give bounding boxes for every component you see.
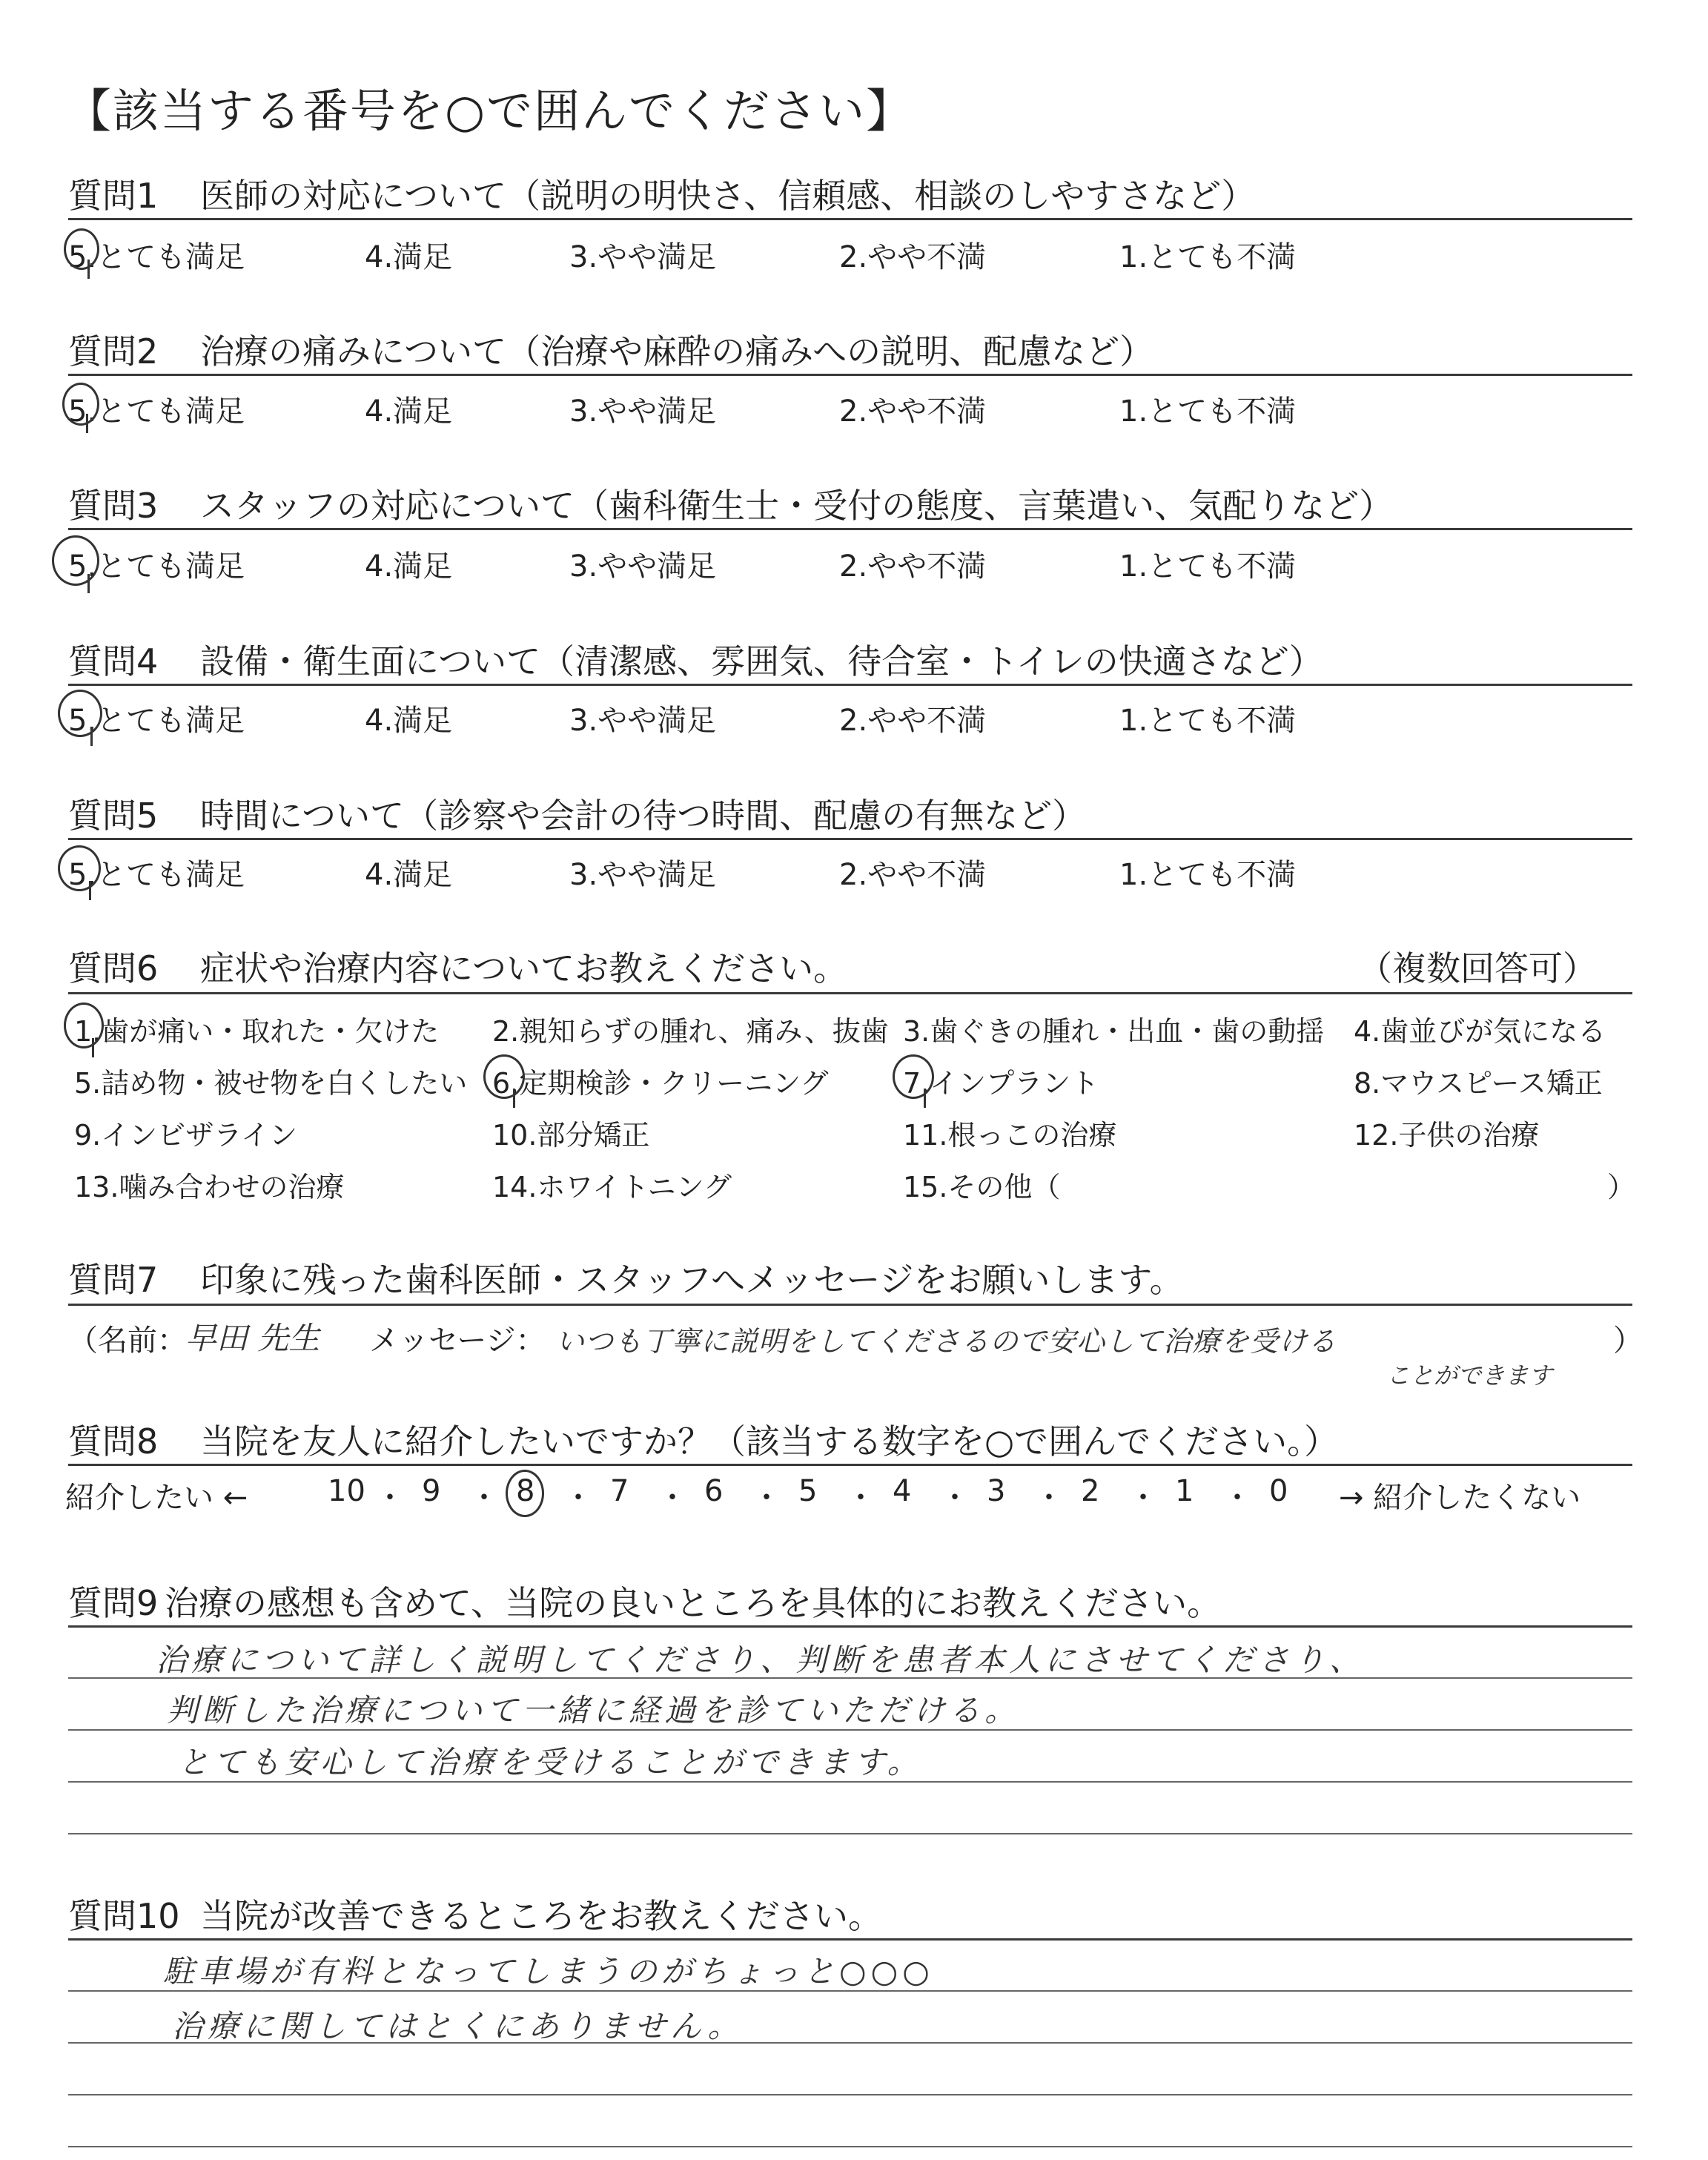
rating-option-4[interactable]: 4.満足 (365, 240, 453, 274)
answer-line[interactable]: 判断した治療について一緒に経過を診ていただける。 (167, 1692, 1021, 1728)
scale-separator: ・ (1222, 1481, 1252, 1515)
answer-rule (68, 2094, 1632, 2095)
question-text: 治療の痛みについて（治療や麻酔の痛みへの説明、配慮など） (200, 331, 1154, 371)
rating-option-4[interactable]: 4.満足 (365, 704, 453, 738)
symptom-option-10[interactable]: 10.部分矯正 (492, 1119, 650, 1152)
divider (68, 1625, 1632, 1628)
rating-option-3[interactable]: 3.やや満足 (569, 858, 717, 892)
question-label: 質問8 (68, 1421, 159, 1462)
answer-rule (68, 1833, 1632, 1834)
answer-line[interactable]: 治療について詳しく説明してくださり、判断を患者本人にさせてくださり、 (156, 1642, 1366, 1678)
divider (68, 1304, 1632, 1306)
answer-line[interactable]: 駐車場が有料となってしまうのがちょっと○○○ (163, 1953, 934, 1989)
symptom-option-4[interactable]: 4.歯並びが気になる (1354, 1015, 1606, 1048)
not-recommend-label: → 紹介したくない (1339, 1481, 1581, 1515)
question-label: 質問6 (68, 948, 159, 988)
scale-separator: ・ (1128, 1481, 1158, 1515)
selection-circle (58, 845, 101, 891)
question-text: 時間について（診察や会計の待つ時間、配慮の有無など） (200, 796, 1087, 836)
question-label: 質問7 (68, 1260, 159, 1300)
name-value[interactable]: 早田 先生 (185, 1320, 320, 1356)
symptom-option-1[interactable]: 1.歯が痛い・取れた・欠けた (74, 1015, 440, 1048)
divider (68, 684, 1632, 686)
rating-option-1[interactable]: 1.とても不満 (1119, 240, 1297, 274)
selection-tick (86, 414, 88, 433)
symptom-option-8[interactable]: 8.マウスピース矯正 (1354, 1067, 1603, 1100)
question-text: 当院が改善できるところをお教えください。 (200, 1896, 882, 1936)
selection-tick (87, 260, 90, 279)
scale-separator: ・ (1034, 1481, 1064, 1515)
recommend-label: 紹介したい ← (65, 1481, 248, 1515)
scale-value-7[interactable]: 7 (610, 1474, 629, 1508)
question-label: 質問2 (68, 331, 159, 371)
selection-tick (90, 727, 93, 746)
selection-circle (62, 383, 99, 426)
rating-option-1[interactable]: 1.とても不満 (1119, 704, 1297, 738)
scale-value-2[interactable]: 2 (1081, 1474, 1100, 1508)
answer-line[interactable]: とても安心して治療を受けることができます。 (178, 1744, 923, 1780)
rating-option-3[interactable]: 3.やや満足 (569, 240, 717, 274)
rating-option-4[interactable]: 4.満足 (365, 394, 453, 429)
selection-tick (513, 1089, 515, 1108)
symptom-option-6[interactable]: 6.定期検診・クリーニング (492, 1067, 829, 1100)
rating-option-5[interactable]: 5.とても満足 (68, 240, 245, 274)
scale-separator: ・ (469, 1481, 499, 1515)
message-prefix: メッセージ： (369, 1324, 546, 1358)
selection-tick (924, 1089, 926, 1108)
message-close-paren: ） (1613, 1324, 1643, 1358)
question-label: 質問3 (68, 486, 159, 526)
rating-option-2[interactable]: 2.やや不満 (839, 549, 987, 584)
rating-option-1[interactable]: 1.とても不満 (1119, 394, 1297, 429)
answer-rule (68, 2146, 1632, 2147)
scale-value-0[interactable]: 0 (1269, 1474, 1288, 1508)
divider (68, 528, 1632, 530)
scale-value-10[interactable]: 10 (328, 1474, 365, 1508)
selection-circle (52, 535, 99, 586)
question-text: 症状や治療内容についてお教えください。 (200, 948, 848, 988)
multiple-answers-note: （複数回答可） (1358, 948, 1597, 988)
rating-option-4[interactable]: 4.満足 (365, 858, 453, 892)
rating-option-1[interactable]: 1.とても不満 (1119, 549, 1297, 584)
divider (68, 992, 1632, 994)
page-title: 【該当する番号を○で囲んでください】 (65, 84, 914, 138)
divider (68, 218, 1632, 220)
divider (68, 1464, 1632, 1466)
rating-option-3[interactable]: 3.やや満足 (569, 704, 717, 738)
question-text: スタッフの対応について（歯科衛生士・受付の態度、言葉遣い、気配りなど） (200, 486, 1394, 526)
symptom-option-15[interactable]: 15.その他（ (903, 1171, 1061, 1203)
question-label: 質問1 (68, 176, 159, 216)
name-prefix: （名前： (68, 1324, 187, 1358)
rating-option-4[interactable]: 4.満足 (365, 549, 453, 584)
selection-circle (506, 1470, 544, 1517)
symptom-option-13[interactable]: 13.噛み合わせの治療 (74, 1171, 345, 1203)
message-value[interactable]: いつも丁寧に説明をしてくださるので安心して治療を受ける (556, 1325, 1337, 1358)
divider (68, 1938, 1632, 1941)
scale-value-4[interactable]: 4 (893, 1474, 912, 1508)
scale-separator: ・ (752, 1481, 781, 1515)
scale-value-5[interactable]: 5 (798, 1474, 818, 1508)
rating-option-3[interactable]: 3.やや満足 (569, 549, 717, 584)
divider (68, 374, 1632, 376)
selection-tick (87, 574, 90, 593)
answer-line[interactable]: 治療に関してはとくにありません。 (172, 2008, 744, 2044)
scale-separator: ・ (563, 1481, 593, 1515)
other-close-paren: ） (1607, 1171, 1636, 1203)
question-text: 印象に残った歯科医師・スタッフへメッセージをお願いします。 (200, 1260, 1184, 1300)
selection-circle (58, 690, 102, 737)
rating-option-5[interactable]: 5.とても満足 (68, 858, 245, 892)
symptom-option-7[interactable]: 7.インプラント (903, 1067, 1099, 1100)
scale-separator: ・ (375, 1481, 405, 1515)
symptom-option-5[interactable]: 5.詰め物・被せ物を白くしたい (74, 1067, 468, 1100)
scale-value-1[interactable]: 1 (1175, 1474, 1194, 1508)
question-label: 質問9 (68, 1583, 159, 1623)
symptom-option-2[interactable]: 2.親知らずの腫れ、痛み、抜歯 (492, 1015, 889, 1048)
rating-option-5[interactable]: 5.とても満足 (68, 549, 245, 584)
divider (68, 838, 1632, 840)
symptom-option-9[interactable]: 9.インビザライン (74, 1119, 298, 1152)
rating-option-2[interactable]: 2.やや不満 (839, 394, 987, 429)
selection-circle (483, 1054, 525, 1099)
rating-option-1[interactable]: 1.とても不満 (1119, 858, 1297, 892)
selection-tick (92, 1038, 94, 1057)
selection-circle (64, 1003, 104, 1048)
rating-option-2[interactable]: 2.やや不満 (839, 240, 987, 274)
question-label: 質問10 (68, 1896, 180, 1936)
rating-option-2[interactable]: 2.やや不満 (839, 704, 987, 738)
scale-value-3[interactable]: 3 (987, 1474, 1006, 1508)
symptom-option-12[interactable]: 12.子供の治療 (1354, 1119, 1540, 1152)
selection-tick (89, 881, 91, 900)
question-text: 当院を友人に紹介したいですか？（該当する数字を○で囲んでください。） (200, 1421, 1339, 1462)
rating-option-5[interactable]: 5.とても満足 (68, 704, 245, 738)
question-text: 設備・衛生面について（清潔感、雰囲気、待合室・トイレの快適さなど） (200, 641, 1323, 681)
scale-separator: ・ (940, 1481, 970, 1515)
symptom-option-11[interactable]: 11.根っこの治療 (903, 1119, 1117, 1152)
rating-option-3[interactable]: 3.やや満足 (569, 394, 717, 429)
scale-separator: ・ (846, 1481, 875, 1515)
question-label: 質問5 (68, 796, 159, 836)
scale-value-9[interactable]: 9 (422, 1474, 441, 1508)
message-value-continued[interactable]: ことができます (1386, 1361, 1553, 1390)
question-label: 質問4 (68, 641, 159, 681)
symptom-option-3[interactable]: 3.歯ぐきの腫れ・出血・歯の動揺 (903, 1015, 1325, 1048)
scale-separator: ・ (658, 1481, 687, 1515)
rating-option-5[interactable]: 5.とても満足 (68, 394, 245, 429)
rating-option-2[interactable]: 2.やや不満 (839, 858, 987, 892)
selection-circle (64, 228, 99, 270)
scale-value-8[interactable]: 8 (516, 1474, 535, 1508)
symptom-option-14[interactable]: 14.ホワイトニング (492, 1171, 732, 1203)
selection-circle (893, 1054, 934, 1099)
scale-value-6[interactable]: 6 (704, 1474, 724, 1508)
question-text: 医師の対応について（説明の明快さ、信頼感、相談のしやすさなど） (200, 176, 1256, 216)
question-text: 治療の感想も含めて、当院の良いところを具体的にお教えください。 (165, 1583, 1222, 1623)
